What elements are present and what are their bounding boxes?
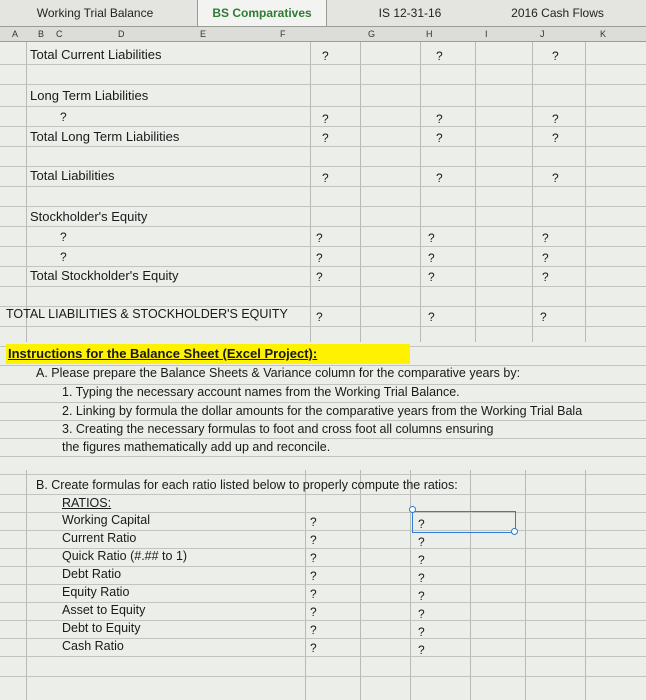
cell-value[interactable]: ? (322, 171, 329, 185)
instruction-a3-cont[interactable]: the figures mathematically add up and reconcile. (62, 440, 331, 454)
ratio-working-capital[interactable]: Working Capital (62, 513, 151, 527)
instructions-heading[interactable]: Instructions for the Balance Sheet (Excel Project): (6, 344, 410, 364)
grid-line (420, 42, 421, 342)
grid-line (525, 470, 526, 700)
grid-line (0, 266, 646, 267)
cell-value[interactable]: ? (60, 230, 67, 244)
instruction-a[interactable]: A. Please prepare the Balance Sheets & Variance column for the comparative years by: (36, 366, 521, 380)
cell-value[interactable]: ? (310, 623, 317, 637)
tab-bs-comparatives[interactable]: BS Comparatives (197, 0, 327, 26)
grid-line (360, 42, 361, 342)
grid-line (0, 474, 646, 475)
label-total-liabilities-equity[interactable]: TOTAL LIABILITIES & STOCKHOLDER'S EQUITY (6, 307, 288, 321)
selection-handle[interactable] (511, 528, 518, 535)
cell-value[interactable]: ? (316, 270, 323, 284)
cell-value[interactable]: ? (418, 517, 425, 531)
cell-value[interactable]: ? (322, 131, 329, 145)
ratio-debt-ratio[interactable]: Debt Ratio (62, 567, 122, 581)
ratio-asset-to-equity[interactable]: Asset to Equity (62, 603, 146, 617)
cell-value[interactable]: ? (436, 131, 443, 145)
cell-value[interactable]: ? (418, 571, 425, 585)
cell-value[interactable]: ? (310, 605, 317, 619)
ratio-cash-ratio[interactable]: Cash Ratio (62, 639, 124, 653)
grid-line (0, 146, 646, 147)
column-header-row (0, 27, 646, 42)
tab-is-12-31-16[interactable]: IS 12-31-16 (378, 6, 442, 20)
cell-value[interactable]: ? (316, 231, 323, 245)
grid-line (0, 420, 646, 421)
grid-line (0, 206, 646, 207)
ratio-quick-ratio[interactable]: Quick Ratio (#.## to 1) (62, 549, 188, 563)
label-total-liabilities[interactable]: Total Liabilities (30, 168, 115, 183)
grid-line (0, 676, 646, 677)
grid-line (0, 126, 646, 127)
grid-line (0, 166, 646, 167)
grid-line (0, 456, 646, 457)
cell-value[interactable]: ? (310, 515, 317, 529)
cell-value[interactable]: ? (322, 112, 329, 126)
grid-line (0, 286, 646, 287)
cell-value[interactable]: ? (310, 551, 317, 565)
cell-value[interactable]: ? (418, 535, 425, 549)
selection-handle[interactable] (409, 506, 416, 513)
cell-value[interactable]: ? (428, 251, 435, 265)
column-header-j[interactable]: J (540, 29, 545, 39)
cell-value[interactable]: ? (552, 112, 559, 126)
grid-line (0, 438, 646, 439)
column-header-a[interactable]: A (12, 29, 19, 39)
cell-value[interactable]: ? (60, 250, 67, 264)
cell-value[interactable]: ? (418, 589, 425, 603)
grid-line (585, 470, 586, 700)
cell-value[interactable]: ? (542, 251, 549, 265)
cell-value[interactable]: ? (552, 171, 559, 185)
label-total-current-liabilities[interactable]: Total Current Liabilities (30, 47, 162, 62)
cell-value[interactable]: ? (552, 131, 559, 145)
ratio-current-ratio[interactable]: Current Ratio (62, 531, 137, 545)
grid-line (26, 470, 27, 700)
cell-selection[interactable] (412, 511, 516, 533)
label-total-stockholders-equity[interactable]: Total Stockholder's Equity (30, 268, 179, 283)
grid-line (475, 42, 476, 342)
grid-line (0, 656, 646, 657)
column-header-g[interactable]: G (368, 29, 376, 39)
grid-line (532, 42, 533, 342)
grid-line (0, 84, 646, 85)
cell-value[interactable]: ? (418, 643, 425, 657)
cell-value[interactable]: ? (428, 231, 435, 245)
cell-value[interactable]: ? (542, 270, 549, 284)
ratio-debt-to-equity[interactable]: Debt to Equity (62, 621, 141, 635)
cell-value[interactable]: ? (418, 625, 425, 639)
cell-value[interactable]: ? (428, 310, 435, 324)
cell-value[interactable]: ? (428, 270, 435, 284)
grid-line (0, 402, 646, 403)
cell-value[interactable]: ? (316, 310, 323, 324)
cell-value[interactable]: ? (540, 310, 547, 324)
column-header-i[interactable]: I (485, 29, 488, 39)
column-header-h[interactable]: H (426, 29, 433, 39)
tab-2016-cash-flows[interactable]: 2016 Cash Flows (511, 6, 604, 20)
cell-value[interactable]: ? (310, 641, 317, 655)
grid-line (310, 42, 311, 342)
cell-value[interactable]: ? (310, 569, 317, 583)
column-header-e[interactable]: E (200, 29, 207, 39)
cell-value[interactable]: ? (542, 231, 549, 245)
ratio-equity-ratio[interactable]: Equity Ratio (62, 585, 130, 599)
label-long-term-liabilities[interactable]: Long Term Liabilities (30, 88, 149, 103)
sheet-tab-bar (0, 0, 646, 27)
instruction-a1[interactable]: 1. Typing the necessary account names from the Working Trial Balance. (62, 385, 460, 399)
instruction-b[interactable]: B. Create formulas for each ratio listed below to properly compute the ratios: (36, 478, 458, 492)
cell-value[interactable]: ? (316, 251, 323, 265)
cell-value[interactable]: ? (418, 553, 425, 567)
grid-line (585, 42, 586, 342)
cell-value[interactable]: ? (310, 533, 317, 547)
tab-working-trial-balance[interactable]: Working Trial Balance (36, 6, 154, 20)
grid-line (26, 42, 27, 342)
column-header-f[interactable]: F (280, 29, 286, 39)
cell-value[interactable]: ? (418, 607, 425, 621)
cell-value[interactable]: ? (436, 49, 443, 63)
cell-value[interactable]: ? (436, 171, 443, 185)
grid-line (0, 64, 646, 65)
grid-line (0, 326, 646, 327)
label-stockholders-equity[interactable]: Stockholder's Equity (30, 209, 148, 224)
ratios-heading[interactable]: RATIOS: (62, 496, 112, 510)
column-header-b[interactable]: B (38, 29, 45, 39)
grid-line (0, 226, 646, 227)
cell-value[interactable]: ? (60, 110, 67, 124)
cell-value[interactable]: ? (310, 587, 317, 601)
grid-line (470, 470, 471, 700)
grid-line (0, 246, 646, 247)
instruction-a3[interactable]: 3. Creating the necessary formulas to foot and cross foot all columns ensuring (62, 422, 494, 436)
grid-line (0, 106, 646, 107)
column-header-d[interactable]: D (118, 29, 125, 39)
column-header-k[interactable]: K (600, 29, 607, 39)
cell-value[interactable]: ? (436, 112, 443, 126)
cell-value[interactable]: ? (552, 49, 559, 63)
cell-value[interactable]: ? (322, 49, 329, 63)
instruction-a2[interactable]: 2. Linking by formula the dollar amounts for the comparative years from the Working Trial Bala (62, 404, 583, 418)
label-total-long-term-liabilities[interactable]: Total Long Term Liabilities (30, 129, 180, 144)
grid-line (360, 470, 361, 700)
column-header-c[interactable]: C (56, 29, 63, 39)
grid-line (0, 186, 646, 187)
grid-line (410, 470, 411, 700)
grid-line (305, 470, 306, 700)
grid-line (0, 494, 646, 495)
